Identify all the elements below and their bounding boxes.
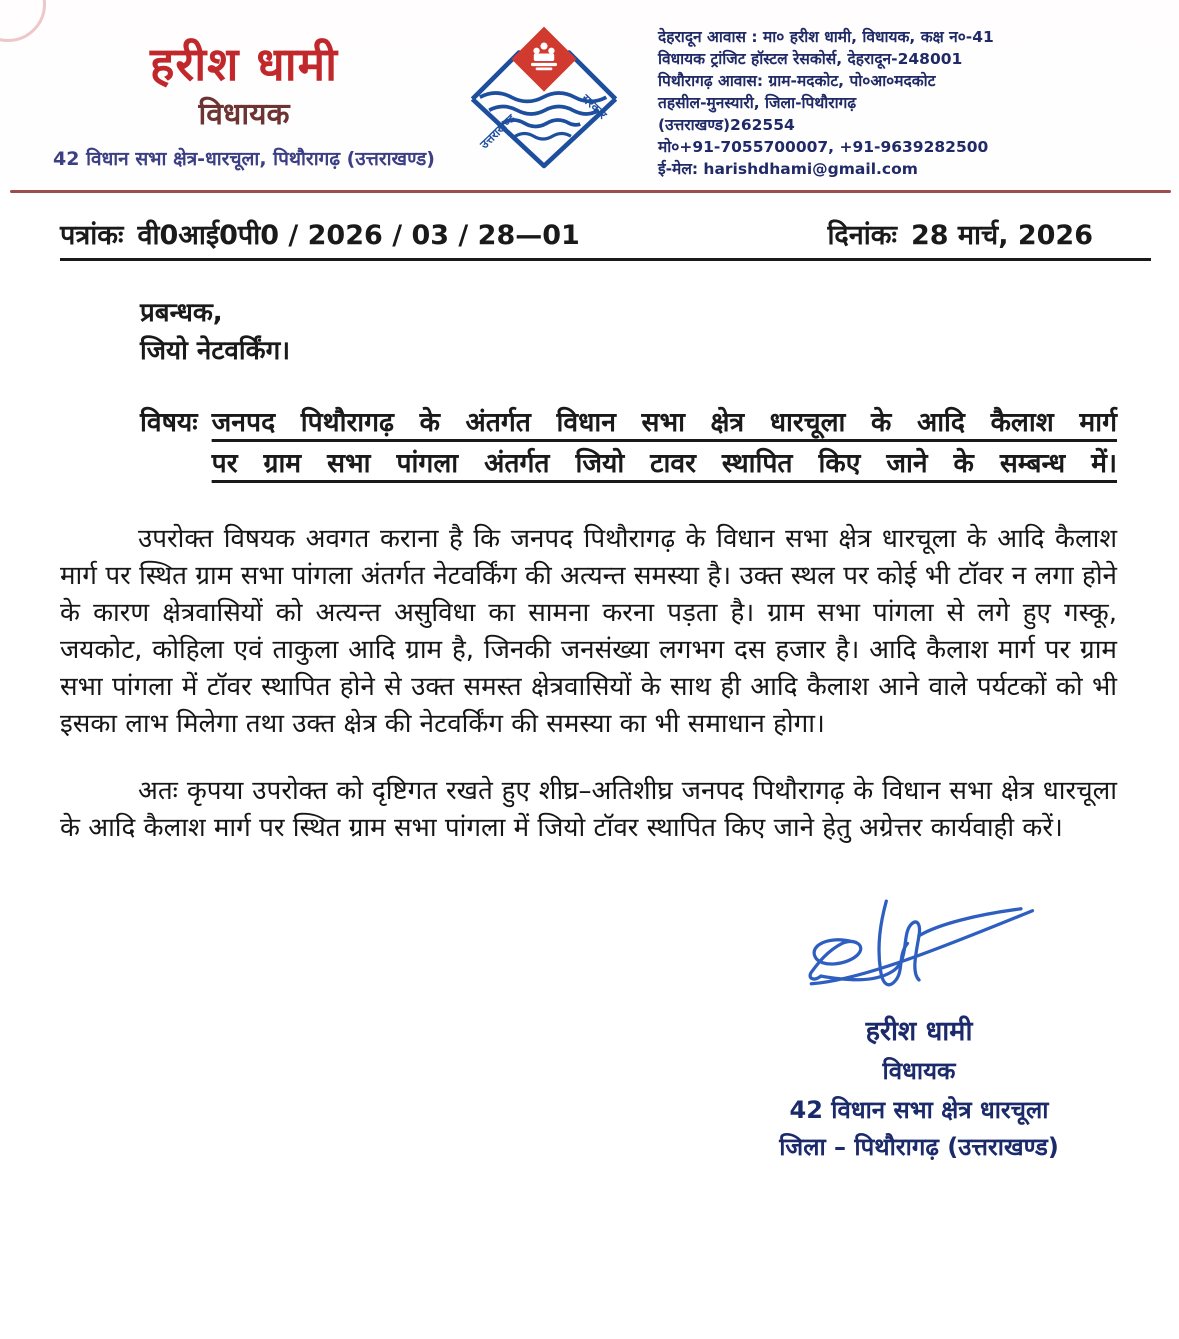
signatory-designation: विधायक <box>882 1056 956 1085</box>
email-line: ई-मेल: harishdhami@gmail.com <box>658 160 918 178</box>
letter-number-value: वी0आई0पी0 / 2026 / 03 / 28—01 <box>137 220 580 251</box>
subject-text <box>212 402 1117 484</box>
letter-number <box>60 215 580 252</box>
address-line: तहसील-मुनस्यारी, जिला-पिथौरागढ़ <box>658 94 857 112</box>
address-line: पिथौरागढ़ आवास: ग्राम-मदकोट, पो०आ०मदकोट <box>658 72 936 90</box>
address-line: (उत्तराखण्ड)262554 <box>658 116 795 134</box>
mla-constituency: 42 विधान सभा क्षेत्र-धारचूला, पिथौरागढ़ (उत्तराखण्ड) <box>53 148 435 171</box>
signature-block <box>719 895 1119 1163</box>
letterhead-address-block <box>634 18 1151 180</box>
subject-block <box>140 402 1117 484</box>
address-line: मो०+91-7055700007, +91-9639282500 <box>658 138 989 156</box>
letterhead-emblem-block <box>454 18 634 176</box>
letter-number-label: पत्रांकः <box>60 220 124 251</box>
letterhead-divider <box>10 190 1171 193</box>
address-line: देहरादून आवास : मा० हरीश धामी, विधायक, कक्ष न०-41 <box>658 28 994 46</box>
letterhead <box>0 0 1179 186</box>
letter-date <box>827 215 1151 252</box>
address-line: विधायक ट्रांजिट हॉस्टल रेसकोर्स, देहरादून-248001 <box>658 50 963 68</box>
letterhead-left-block <box>34 18 454 171</box>
body-paragraph-2: अतः कृपया उपरोक्त को दृष्टिगत रखते हुए शीघ्र–अतिशीघ्र जनपद पिथौरागढ़ के विधान सभा क्षेत्र धारचूला के आदि कैलाश मार्ग पर स्थित ग्राम सभा पांगला में जियो टॉवर स्थापित किए जाने हेतु अग्रेत्तर कार्यवाही करें। <box>60 775 1117 843</box>
reference-row <box>60 215 1151 261</box>
recipient-block <box>140 295 1119 370</box>
recipient-organization: जियो नेटवर्किंग। <box>140 335 291 366</box>
subject-label: विषयः <box>140 407 198 439</box>
mla-name: हरीश धामी <box>149 37 339 91</box>
svg-text:उत्तराखण्ड: उत्तराखण्ड <box>477 111 519 152</box>
svg-text:सरकार: सरकार <box>578 91 610 122</box>
recipient-title: प्रबन्धक, <box>140 298 223 328</box>
date-value: 28 मार्च, 2026 <box>910 220 1093 251</box>
signatory-constituency: 42 विधान सभा क्षेत्र धारचूला <box>789 1095 1049 1124</box>
uttarakhand-government-emblem-icon <box>465 24 623 176</box>
mla-designation: विधायक <box>198 97 290 133</box>
subject-line-2: पर ग्राम सभा पांगला अंतर्गत जियो टावर स्थापित किए जाने के सम्बन्ध में। <box>211 448 1117 480</box>
body-paragraph-1: उपरोक्त विषयक अवगत कराना है कि जनपद पिथौरागढ़ के विधान सभा क्षेत्र धारचूला के आदि कैलाश मार्ग पर स्थित ग्राम सभा पांगला अंतर्गत नेटवर्किंग की अत्यन्त समस्या है। उक्त स्थल पर कोई भी टॉवर न लगा होने के कारण क्षेत्रवासियों को अत्यन्त असुविधा का सामना करना पड़ता है। ग्राम सभा पांगला से लगे हुए गस्कू, जयकोट, कोहिला एवं ताकुला आदि ग्राम है, जिनकी जनसंख्या लगभग दस हजार है। आदि कैलाश मार्ग पर ग्राम सभा पांगला में टॉवर स्थापित होने से उक्त समस्त क्षेत्रवासियों के साथ ही आदि कैलाश आने वाले पर्यटकों को भी इसका लाभ मिलेगा तथा उक्त क्षेत्र की नेटवर्किंग की समस्या का भी समाधान होगा। <box>60 523 1117 739</box>
subject-line-1: जनपद पिथौरागढ़ के अंतर्गत विधान सभा क्षेत्र धारचूला के आदि कैलाश मार्ग <box>211 407 1117 439</box>
date-label: दिनांकः <box>827 220 897 251</box>
signatory-name: हरीश धामी <box>865 1015 973 1047</box>
signatory-district: जिला – पिथौरागढ़ (उत्तराखण्ड) <box>779 1132 1059 1161</box>
handwritten-signature <box>794 895 1044 1013</box>
